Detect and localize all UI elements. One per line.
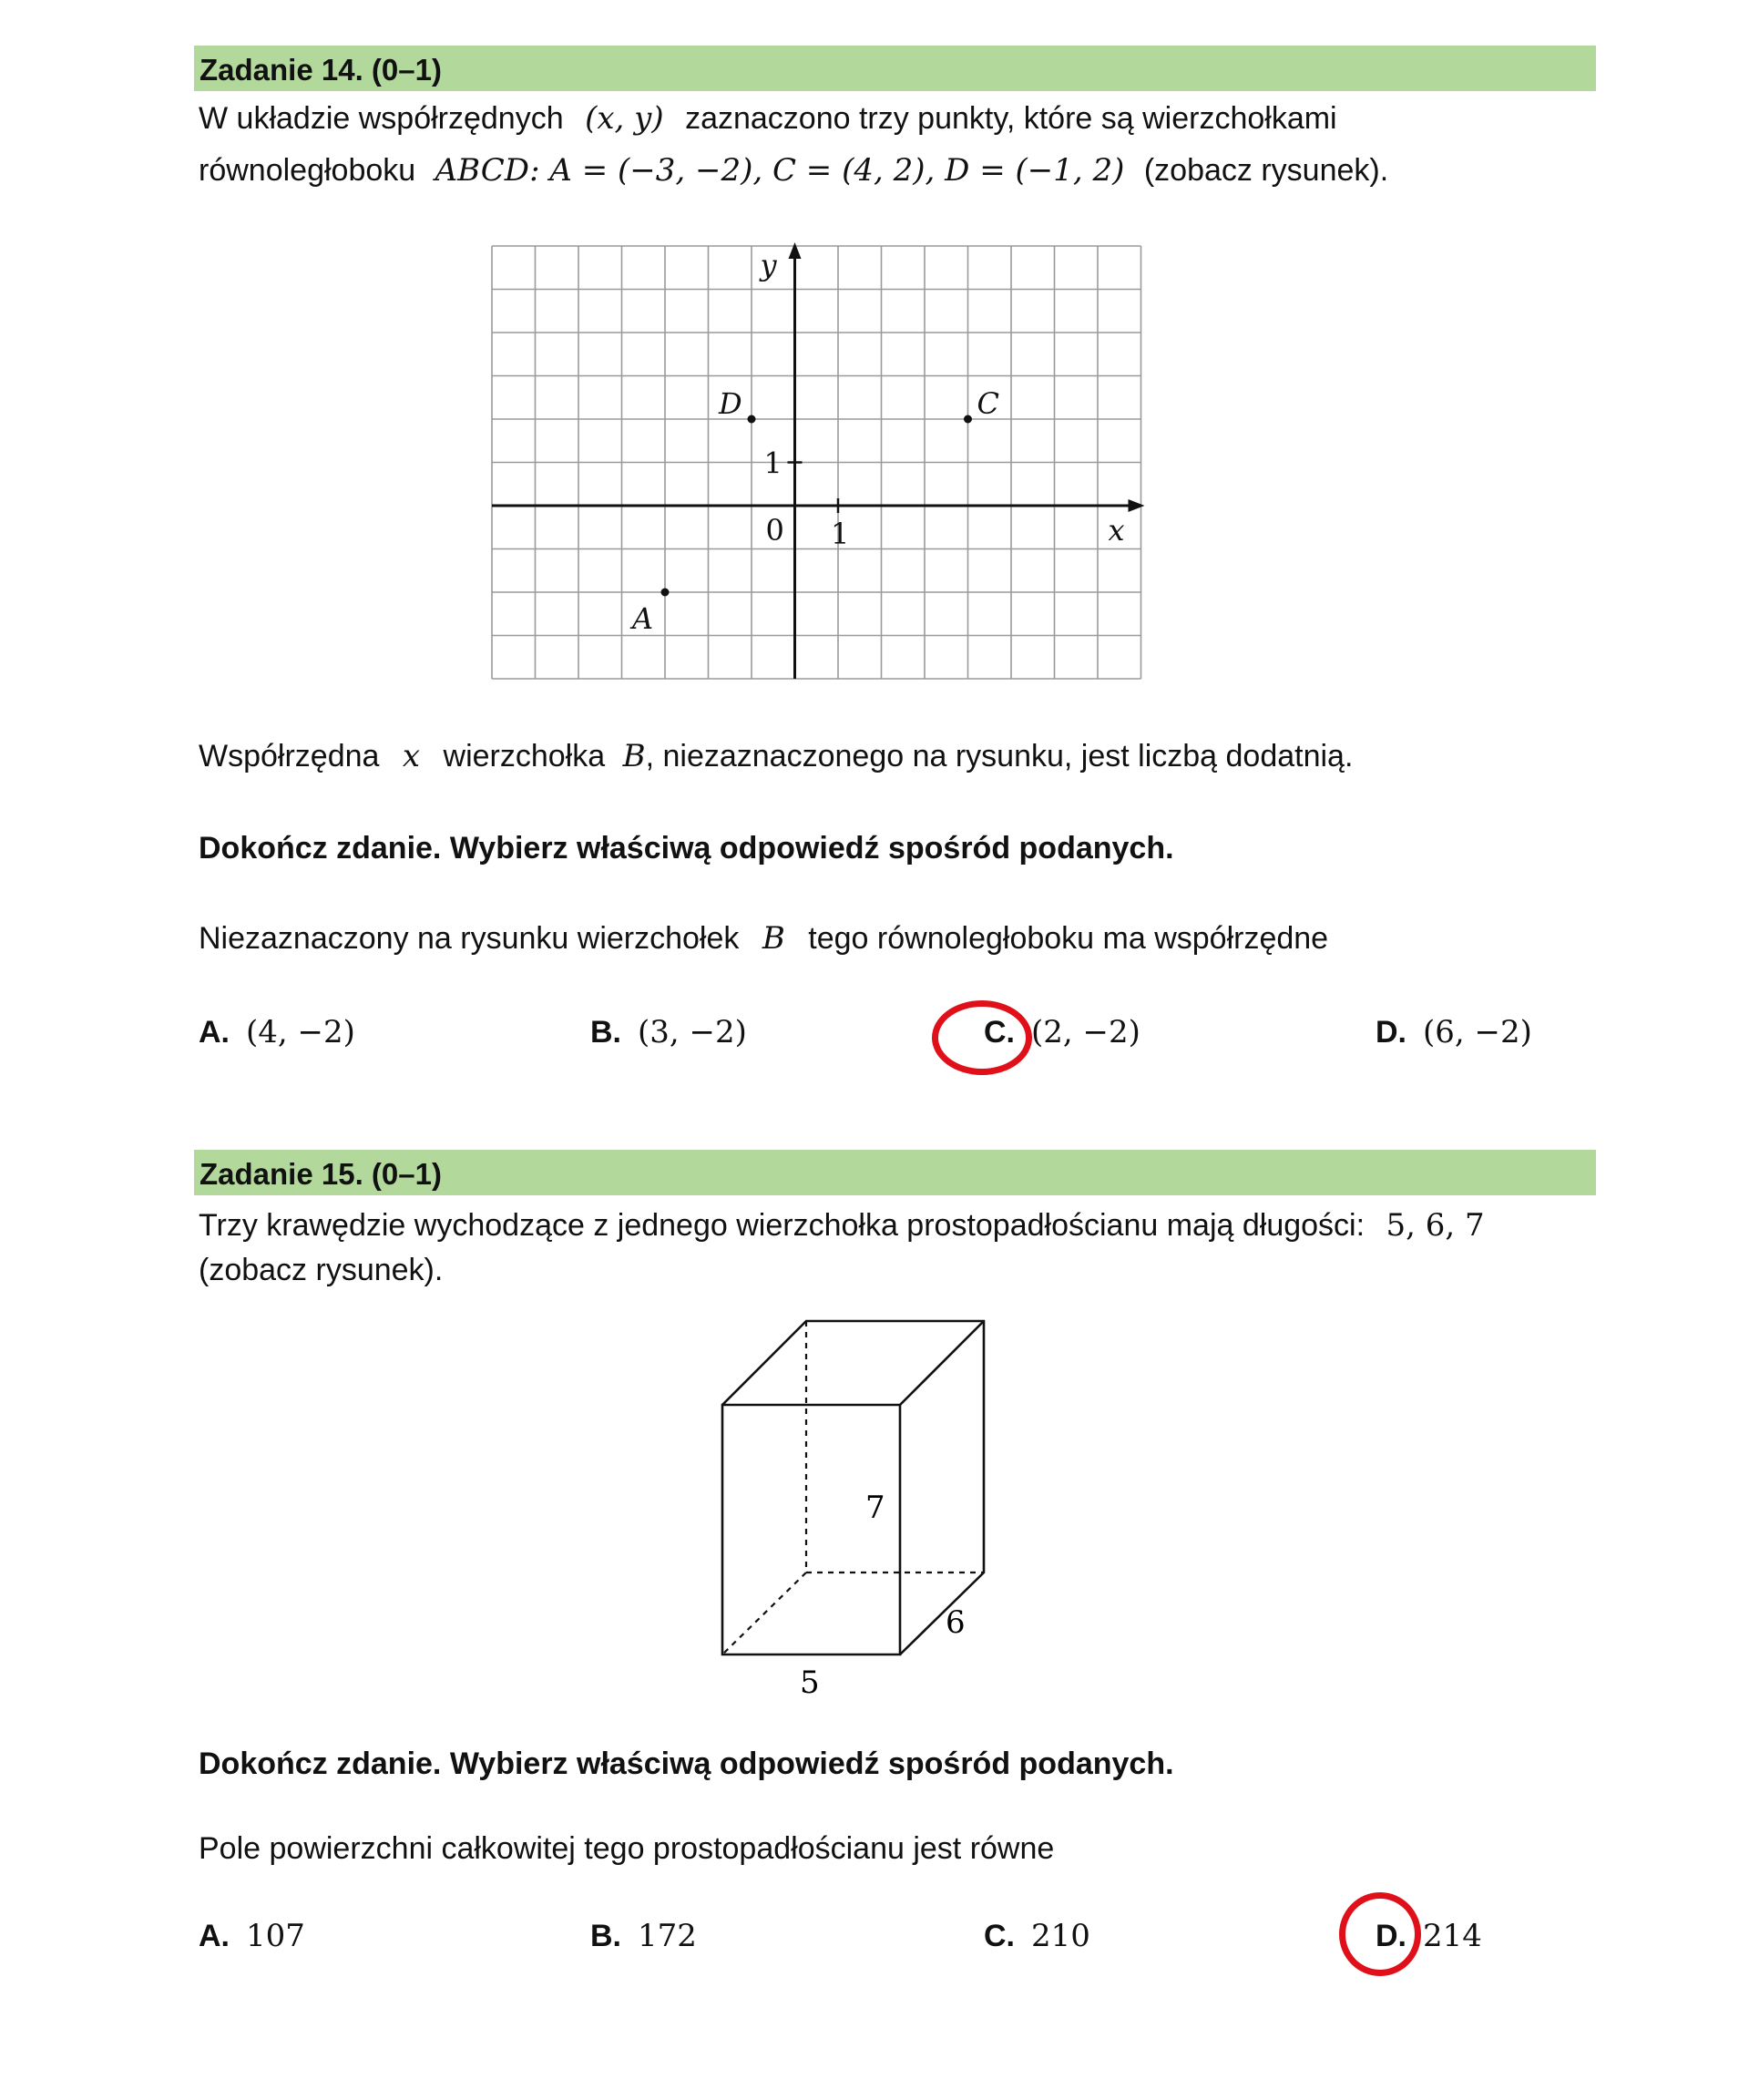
answer-circle-task15 [1339,1892,1421,1976]
task14-header-bar [194,46,1596,91]
option-value: (6, −2) [1423,1014,1532,1050]
option-value: 172 [638,1918,697,1954]
y-axis-arrow [789,242,802,259]
task15-title: Zadanie 15. (0–1) [199,1157,442,1191]
task14-text-line1 [199,100,1337,137]
task14-text-line2 [199,152,1388,189]
option-value: (4, −2) [246,1014,355,1050]
task14-option-d[interactable] [1376,1014,1532,1050]
task14-question-b: B [762,920,785,957]
option-label: D. [1376,1919,1406,1953]
task15-header-bar [194,1150,1596,1195]
label-height: 7 [865,1490,885,1526]
point-label-d: D [719,386,742,421]
option-label: D. [1376,1015,1406,1050]
cuboid-top-right-edge [900,1321,984,1405]
task14-line1-pre: W układzie współrzędnych [199,101,564,136]
label-width: 5 [800,1665,820,1695]
y-axis-label: y [760,248,777,282]
option-label: B. [590,1015,621,1050]
option-value: 210 [1031,1918,1090,1954]
option-value: (2, −2) [1031,1014,1140,1050]
label-depth: 6 [946,1604,966,1641]
option-value: 107 [246,1918,305,1954]
origin-label: 0 [765,513,784,548]
task14-note-pre: Współrzędna [199,739,380,773]
task14-line2-math: ABCD: A = (−3, −2), C = (4, 2), D = (−1, 2) [435,152,1125,189]
point-label-c: C [977,386,999,421]
task15-instruction: Dokończ zdanie. Wybierz właściwą odpowiedź spośród podanych. [199,1747,1174,1781]
task14-line1-math: (x, y) [585,100,664,137]
task14-question [199,920,1328,957]
option-label: A. [199,1015,230,1050]
task15-option-c[interactable] [984,1918,1090,1954]
task14-line2-post: (zobacz rysunek). [1143,153,1389,188]
task14-line1-post: zaznaczono trzy punkty, które są wierzchołkami [685,101,1337,136]
x-axis-label: x [1108,513,1125,548]
cuboid-visible-edges [722,1321,984,1654]
option-label: A. [199,1919,230,1953]
task15-text-line1 [199,1207,1485,1244]
task15-option-b[interactable] [590,1918,697,1954]
answer-circle-task14 [932,1000,1032,1075]
task15-question: Pole powierzchni całkowitej tego prostopadłościanu jest równe [199,1831,1055,1866]
task14-title: Zadanie 14. (0–1) [199,53,442,87]
task15-option-a[interactable] [199,1918,305,1954]
task14-note [199,738,1353,774]
task14-question-post: tego równoległoboku ma współrzędne [808,921,1329,956]
coordinate-grid [483,237,1175,692]
task14-option-a[interactable] [199,1014,355,1050]
y-tick-label: 1 [763,446,782,481]
x-tick-label: 1 [831,517,850,551]
task14-option-b[interactable] [590,1014,747,1050]
axes [492,242,1145,679]
task14-question-pre: Niezaznaczony na rysunku wierzchołek [199,921,740,956]
points [629,386,999,636]
point-a [661,589,670,597]
option-label: B. [590,1919,621,1953]
option-label: C. [984,1919,1015,1953]
option-value: (3, −2) [638,1014,747,1050]
point-c [964,415,972,424]
task14-note-post: , niezaznaczonego na rysunku, jest liczbą dodatnią. [645,739,1354,773]
task14-instruction: Dokończ zdanie. Wybierz właściwą odpowiedź spośród podanych. [199,831,1174,866]
task14-line2-pre: równoległoboku [199,153,416,188]
cuboid-front-face [722,1405,900,1654]
cuboid-hidden-edge-depth [722,1572,806,1654]
point-d [748,415,756,424]
task15-line1-math: 5, 6, 7 [1386,1207,1485,1244]
cuboid-figure [701,1312,1020,1695]
option-label: C. [984,1015,1015,1050]
task15-line1-pre: Trzy krawędzie wychodzące z jednego wierzchołka prostopadłościanu mają długości: [199,1208,1365,1243]
grid-lines [492,246,1141,679]
task14-note-x: x [402,738,421,774]
option-value: 214 [1423,1918,1482,1954]
task14-note-mid: wierzchołka [443,739,606,773]
task14-note-b: B [622,738,646,774]
task15-text-line2: (zobacz rysunek). [199,1253,444,1287]
point-label-a: A [632,601,654,636]
x-axis-arrow [1129,499,1145,512]
